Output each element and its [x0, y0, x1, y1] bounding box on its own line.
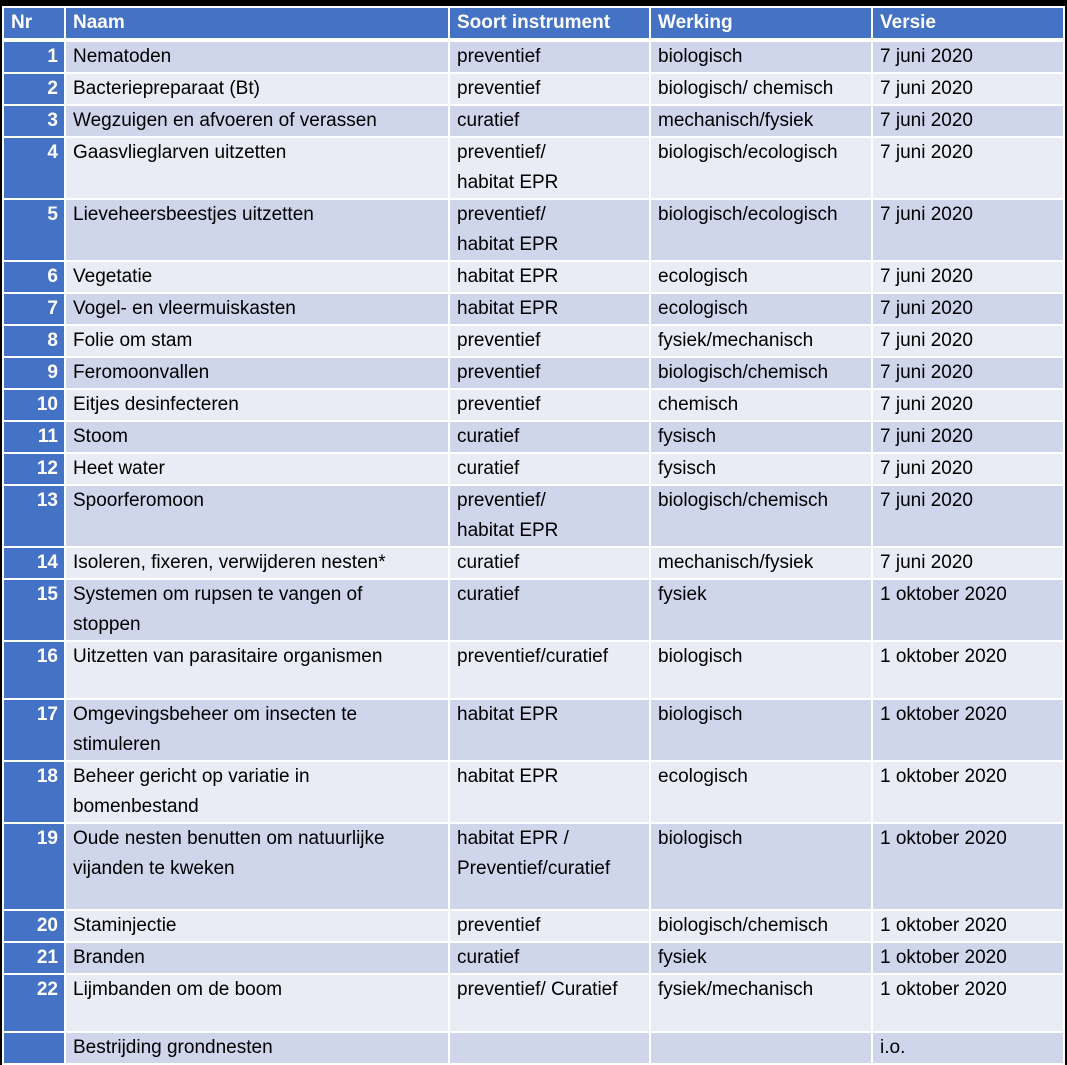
cell-werking: [650, 1032, 872, 1064]
table-row: [3, 942, 1064, 974]
cell-naam: Wegzuigen en afvoeren of verassen: [65, 105, 449, 137]
cell-nr: 3: [3, 105, 65, 137]
cell-werking: fysisch: [650, 421, 872, 453]
cell-versie: 7 juni 2020: [872, 73, 1064, 105]
cell-soort: habitat EPR: [449, 699, 650, 761]
cell-naam: Lijmbanden om de boom: [65, 974, 449, 1032]
cell-versie: 1 oktober 2020: [872, 942, 1064, 974]
table-row: [3, 974, 1064, 1032]
cell-soort: curatief: [449, 453, 650, 485]
cell-soort: preventief: [449, 73, 650, 105]
cell-naam: Folie om stam: [65, 325, 449, 357]
table-row: [3, 910, 1064, 942]
cell-soort: preventief: [449, 910, 650, 942]
header-versie: Versie: [872, 7, 1064, 40]
cell-werking: mechanisch/fysiek: [650, 105, 872, 137]
cell-soort: preventief: [449, 325, 650, 357]
cell-naam: Systemen om rupsen te vangen of stoppen: [65, 579, 449, 641]
cell-nr: 22: [3, 974, 65, 1032]
cell-naam: Uitzetten van parasitaire organismen: [65, 641, 449, 699]
cell-naam: Stoom: [65, 421, 449, 453]
table-row: [3, 547, 1064, 579]
table-row: [3, 137, 1064, 199]
cell-werking: biologisch: [650, 823, 872, 910]
table-row: [3, 199, 1064, 261]
table-row: [3, 40, 1064, 73]
cell-versie: 7 juni 2020: [872, 40, 1064, 73]
cell-werking: ecologisch: [650, 261, 872, 293]
cell-versie: 7 juni 2020: [872, 261, 1064, 293]
cell-werking: biologisch/ecologisch: [650, 137, 872, 199]
cell-nr: 6: [3, 261, 65, 293]
cell-werking: fysiek: [650, 942, 872, 974]
cell-nr: 9: [3, 357, 65, 389]
cell-werking: biologisch: [650, 699, 872, 761]
cell-werking: biologisch: [650, 641, 872, 699]
cell-naam: Heet water: [65, 453, 449, 485]
cell-soort: curatief: [449, 942, 650, 974]
cell-naam: Lieveheersbeestjes uitzetten: [65, 199, 449, 261]
cell-werking: biologisch/chemisch: [650, 485, 872, 547]
cell-nr: 7: [3, 293, 65, 325]
cell-nr: 2: [3, 73, 65, 105]
cell-versie: 7 juni 2020: [872, 547, 1064, 579]
table-row: [3, 699, 1064, 761]
cell-naam: Bacteriepreparaat (Bt): [65, 73, 449, 105]
cell-nr: 8: [3, 325, 65, 357]
cell-nr: 20: [3, 910, 65, 942]
cell-naam: Vogel- en vleermuiskasten: [65, 293, 449, 325]
table-header-row: [3, 7, 1064, 40]
table-row: [3, 453, 1064, 485]
cell-versie: 1 oktober 2020: [872, 579, 1064, 641]
cell-soort: preventief: [449, 40, 650, 73]
table-row: [3, 261, 1064, 293]
cell-werking: fysiek: [650, 579, 872, 641]
cell-soort: curatief: [449, 421, 650, 453]
cell-versie: 1 oktober 2020: [872, 699, 1064, 761]
header-soort-instrument: Soort instrument: [449, 7, 650, 40]
cell-naam: Feromoonvallen: [65, 357, 449, 389]
table-row: [3, 73, 1064, 105]
cell-naam: Beheer gericht op variatie in bomenbestand: [65, 761, 449, 823]
cell-soort: preventief: [449, 389, 650, 421]
cell-werking: chemisch: [650, 389, 872, 421]
cell-nr: 19: [3, 823, 65, 910]
cell-naam: Eitjes desinfecteren: [65, 389, 449, 421]
cell-soort: habitat EPR: [449, 761, 650, 823]
cell-naam: Branden: [65, 942, 449, 974]
cell-nr: 5: [3, 199, 65, 261]
cell-versie: 7 juni 2020: [872, 105, 1064, 137]
table-row: [3, 421, 1064, 453]
cell-versie: 7 juni 2020: [872, 137, 1064, 199]
cell-versie: 1 oktober 2020: [872, 823, 1064, 910]
cell-soort: preventief/ habitat EPR: [449, 137, 650, 199]
cell-soort: habitat EPR / Preventief/curatief: [449, 823, 650, 910]
cell-soort: curatief: [449, 547, 650, 579]
cell-soort: habitat EPR: [449, 261, 650, 293]
cell-naam: Gaasvlieglarven uitzetten: [65, 137, 449, 199]
cell-versie: 1 oktober 2020: [872, 641, 1064, 699]
cell-werking: biologisch: [650, 40, 872, 73]
table-row: [3, 641, 1064, 699]
cell-versie: 7 juni 2020: [872, 421, 1064, 453]
cell-nr: 11: [3, 421, 65, 453]
cell-werking: fysiek/mechanisch: [650, 325, 872, 357]
cell-soort: preventief/ Curatief: [449, 974, 650, 1032]
table-row: [3, 293, 1064, 325]
cell-nr: 12: [3, 453, 65, 485]
cell-versie: 7 juni 2020: [872, 293, 1064, 325]
cell-soort: preventief: [449, 357, 650, 389]
cell-werking: biologisch/ecologisch: [650, 199, 872, 261]
table-row: [3, 579, 1064, 641]
cell-werking: fysisch: [650, 453, 872, 485]
cell-naam: Vegetatie: [65, 261, 449, 293]
cell-nr: 16: [3, 641, 65, 699]
cell-nr: 13: [3, 485, 65, 547]
cell-naam: Spoorferomoon: [65, 485, 449, 547]
cell-nr: 4: [3, 137, 65, 199]
cell-werking: ecologisch: [650, 761, 872, 823]
cell-nr: 1: [3, 40, 65, 73]
table-row: [3, 325, 1064, 357]
cell-soort: preventief/ habitat EPR: [449, 485, 650, 547]
cell-nr: 14: [3, 547, 65, 579]
cell-werking: biologisch/chemisch: [650, 910, 872, 942]
cell-naam: Isoleren, fixeren, verwijderen nesten*: [65, 547, 449, 579]
cell-versie: i.o.: [872, 1032, 1064, 1064]
cell-soort: curatief: [449, 105, 650, 137]
cell-werking: ecologisch: [650, 293, 872, 325]
measures-table: [2, 6, 1065, 1065]
cell-versie: 7 juni 2020: [872, 199, 1064, 261]
cell-werking: biologisch/ chemisch: [650, 73, 872, 105]
cell-nr: 15: [3, 579, 65, 641]
cell-versie: 7 juni 2020: [872, 485, 1064, 547]
measures-table-container: [2, 6, 1063, 1065]
cell-soort: preventief/ habitat EPR: [449, 199, 650, 261]
cell-soort: preventief/curatief: [449, 641, 650, 699]
table-row: [3, 485, 1064, 547]
header-werking: Werking: [650, 7, 872, 40]
table-row: [3, 105, 1064, 137]
cell-naam: Oude nesten benutten om natuurlijke vijanden te kweken: [65, 823, 449, 910]
table-row: [3, 1032, 1064, 1064]
cell-werking: biologisch/chemisch: [650, 357, 872, 389]
cell-versie: 7 juni 2020: [872, 453, 1064, 485]
cell-nr: 17: [3, 699, 65, 761]
cell-nr: 18: [3, 761, 65, 823]
cell-soort: habitat EPR: [449, 293, 650, 325]
cell-versie: 1 oktober 2020: [872, 974, 1064, 1032]
cell-werking: fysiek/mechanisch: [650, 974, 872, 1032]
cell-nr: 21: [3, 942, 65, 974]
table-row: [3, 389, 1064, 421]
cell-nr: [3, 1032, 65, 1064]
cell-nr: 10: [3, 389, 65, 421]
header-nr: Nr: [3, 7, 65, 40]
cell-naam: Bestrijding grondnesten: [65, 1032, 449, 1064]
cell-versie: 7 juni 2020: [872, 325, 1064, 357]
cell-werking: mechanisch/fysiek: [650, 547, 872, 579]
table-row: [3, 823, 1064, 910]
cell-versie: 7 juni 2020: [872, 357, 1064, 389]
table-row: [3, 761, 1064, 823]
cell-soort: [449, 1032, 650, 1064]
cell-naam: Nematoden: [65, 40, 449, 73]
cell-versie: 7 juni 2020: [872, 389, 1064, 421]
cell-versie: 1 oktober 2020: [872, 761, 1064, 823]
table-row: [3, 357, 1064, 389]
header-naam: Naam: [65, 7, 449, 40]
cell-naam: Omgevingsbeheer om insecten te stimuleren: [65, 699, 449, 761]
cell-versie: 1 oktober 2020: [872, 910, 1064, 942]
cell-naam: Staminjectie: [65, 910, 449, 942]
cell-soort: curatief: [449, 579, 650, 641]
